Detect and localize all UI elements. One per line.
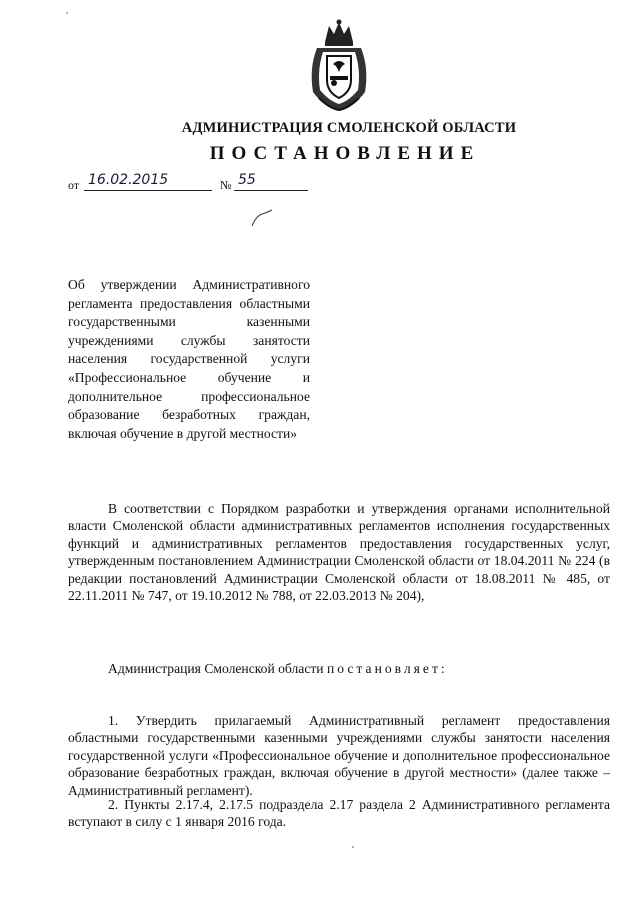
resolve-verb: постановляет:: [326, 661, 448, 676]
resolve-paragraph: [68, 660, 610, 677]
number-value: 55: [238, 172, 256, 188]
item-1-text: 1. Утвердить прилагаемый Административный регламент предоставления областными государственными казенными учреждениями службы занятости населения государственной услуги «Профессиональное обучение и дополнительное профессиональное образование безработных граждан, включая обучение в другой местности» (далее также – Административный регламент).: [68, 713, 610, 798]
date-prefix: от: [68, 178, 80, 192]
preamble-text: В соответствии с Порядком разработки и утверждения органами исполнительной власти Смоленской области административных регламентов исполнения государственных функций и административных регламентов предоставления государственных услуг, утвержденным постановлением Администрации Смоленской области от 18.04.2011 № 224 (в редакции постановлений Администрации Смоленской области от 18.08.2011 № 485, от 22.11.2011 № 747, от 19.10.2012 № 788, от 22.03.2013 № 204),: [68, 501, 610, 604]
handwritten-mark: [250, 208, 274, 233]
preamble-paragraph: [68, 500, 610, 604]
number-underline: [234, 190, 308, 191]
item-2-paragraph: [68, 796, 610, 831]
document-subject: [68, 276, 310, 443]
resolve-subject: Администрация Смоленской области: [108, 661, 324, 676]
date-value: 16.02.2015: [88, 172, 169, 188]
organization-name: АДМИНИСТРАЦИЯ СМОЛЕНСКОЙ ОБЛАСТИ: [181, 120, 517, 136]
document-title: ПОСТАНОВЛЕНИЕ: [209, 143, 481, 164]
registration-line: [68, 172, 328, 192]
date-underline: [84, 190, 212, 191]
subject-text: Об утверждении Административного регламента предоставления областными государственными казенными учреждениями службы занятости населения государственной услуги «Профессиональное обучение и дополнительное профессиональное образование безработных граждан, включая обучение в другой местности»: [68, 277, 310, 441]
number-prefix: №: [220, 178, 232, 192]
coat-of-arms-emblem: [303, 18, 375, 114]
item-1-paragraph: [68, 712, 610, 799]
item-2-text: 2. Пункты 2.17.4, 2.17.5 подраздела 2.17 раздела 2 Административного регламента вступают в силу с 1 января 2016 года.: [68, 797, 610, 830]
scan-speck: [66, 12, 68, 14]
scan-speck: [352, 846, 354, 848]
